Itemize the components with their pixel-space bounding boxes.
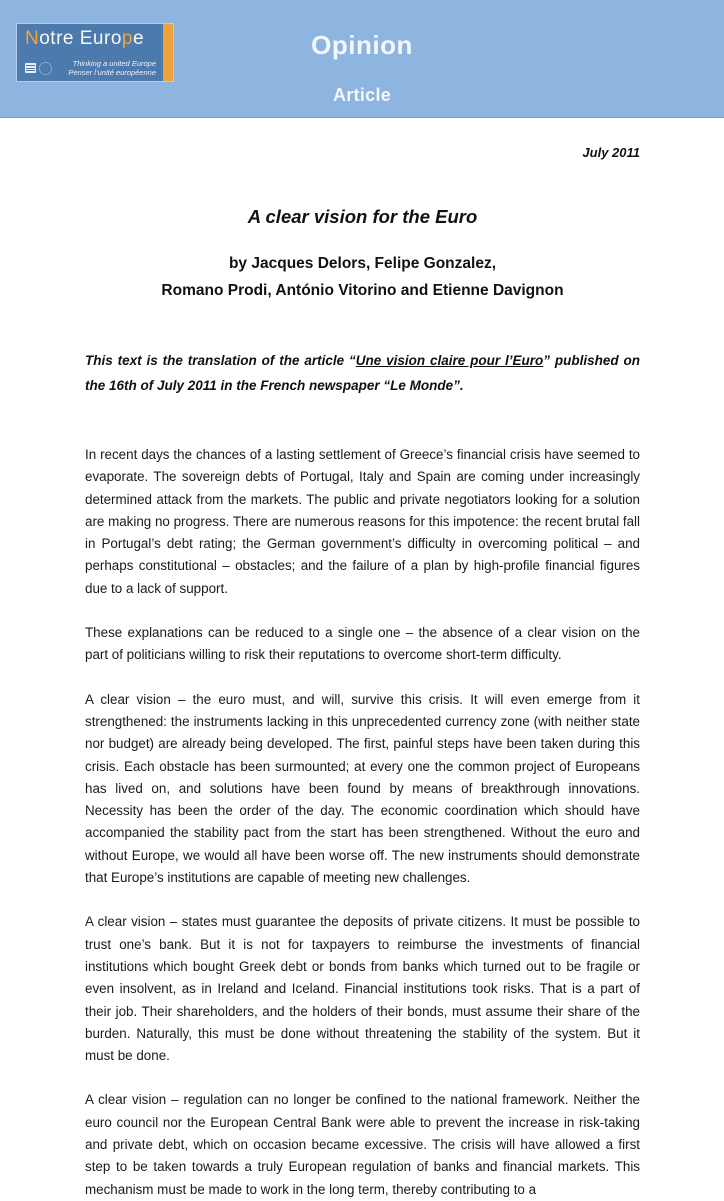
paragraph: A clear vision – regulation can no longer be confined to the national framework. Neither the euro council nor the European Central Bank were able to prevent the increase in risk-taking and private debt, which on occasion became excessive. The crisis will have allowed a first step to be taken towards a truly European regulation of banks and financial markets. This mechanism must be made to work in the long term, thereby contributing to a: [85, 1092, 640, 1197]
note-text-post: ” published on the 16th of July 2011 in the French newspaper “Le Monde”.: [85, 353, 640, 393]
document-icon: [25, 63, 36, 73]
paragraph: A clear vision – the euro must, and will, survive this crisis. It will even emerge from it strengthened: the instruments lacking in this unprecedented currency zone (with neither state nor budget) are already being developed. The first, painful steps have been taken during this crisis. Each obstacle has been surmounted; at every one the common project of Europeans has lived on, and solutions have been found by means of breakthrough innovations. Necessity has been the order of the day. The economic coordination which should have accompanied the stability pact from the start has been strengthened. Without the euro and without Europe, we would all have been worse off. The new instruments should demonstrate that Europe’s institutions are capable of meeting new challenges.: [85, 691, 640, 886]
paragraph: A clear vision – states must guarantee the deposits of private citizens. It must be possible to trust one’s bank. But it is not for taxpayers to reimburse the investments of financial institutions which bought Greek debt or bonds from banks which turned out to be fragile or even insolvent, as in Ireland and Iceland. Financial institutions took risks. That is a part of their job. Their shareholders, and the holders of their bonds, must assume their share of the burden. Naturally, this must be done without threatening the stability of the system. But it must be done.: [85, 914, 640, 1064]
logo-box: [17, 24, 163, 81]
logo-accent-bar: [163, 24, 173, 81]
article-body: [85, 444, 640, 1201]
logo-taglines: [55, 59, 156, 77]
article-byline: [85, 250, 640, 304]
logo-letter-e: e: [132, 28, 145, 49]
eu-stars-icon: [39, 62, 52, 75]
notre-europe-logo: [17, 24, 173, 81]
logo-tagline-fr: Penser l’unité européenne: [68, 68, 156, 77]
logo-wordmark: [25, 29, 156, 49]
paragraph: These explanations can be reduced to a single one – the absence of a clear vision on the part of politicians willing to risk their reputations to overcome short-term difficulty.: [85, 625, 640, 663]
logo-tagline-row: [25, 59, 156, 77]
publication-date: July 2011: [582, 145, 640, 160]
banner-article-subtitle: Article: [332, 85, 392, 105]
document-page: [0, 145, 724, 1201]
banner-opinion-title: Opinion: [311, 30, 413, 60]
logo-tagline-en: Thinking a united Europe: [72, 59, 156, 68]
logo-letter-n: N: [25, 28, 40, 49]
logo-letter-p: p: [121, 28, 133, 49]
paragraph: In recent days the chances of a lasting settlement of Greece’s financial crisis have seemed to evaporate. The sovereign debts of Portugal, Italy and Spain are coming under increasingly determined attack from the markets. The public and private negotiators looking for a solution are making no progress. There are numerous reasons for this impotence: the recent brutal fall in Portugal’s debt rating; the German government’s difficulty in overcoming political – and perhaps constitutional – obstacles; and the failure of a plan by high-profile financial figures due to a lack of support.: [85, 447, 641, 596]
logo-letters-mid: otre Euro: [39, 28, 122, 49]
article-title: A clear vision for the Euro: [247, 206, 478, 227]
byline-line-2: Romano Prodi, António Vitorino and Etienne Davignon: [161, 282, 564, 299]
note-text-pre: This text is the translation of the article “: [85, 353, 356, 368]
translation-note: [85, 348, 640, 398]
note-original-article-title: Une vision claire pour l’Euro: [355, 353, 544, 368]
byline-line-1: by Jacques Delors, Felipe Gonzalez,: [228, 255, 497, 272]
header-banner: [0, 0, 724, 118]
